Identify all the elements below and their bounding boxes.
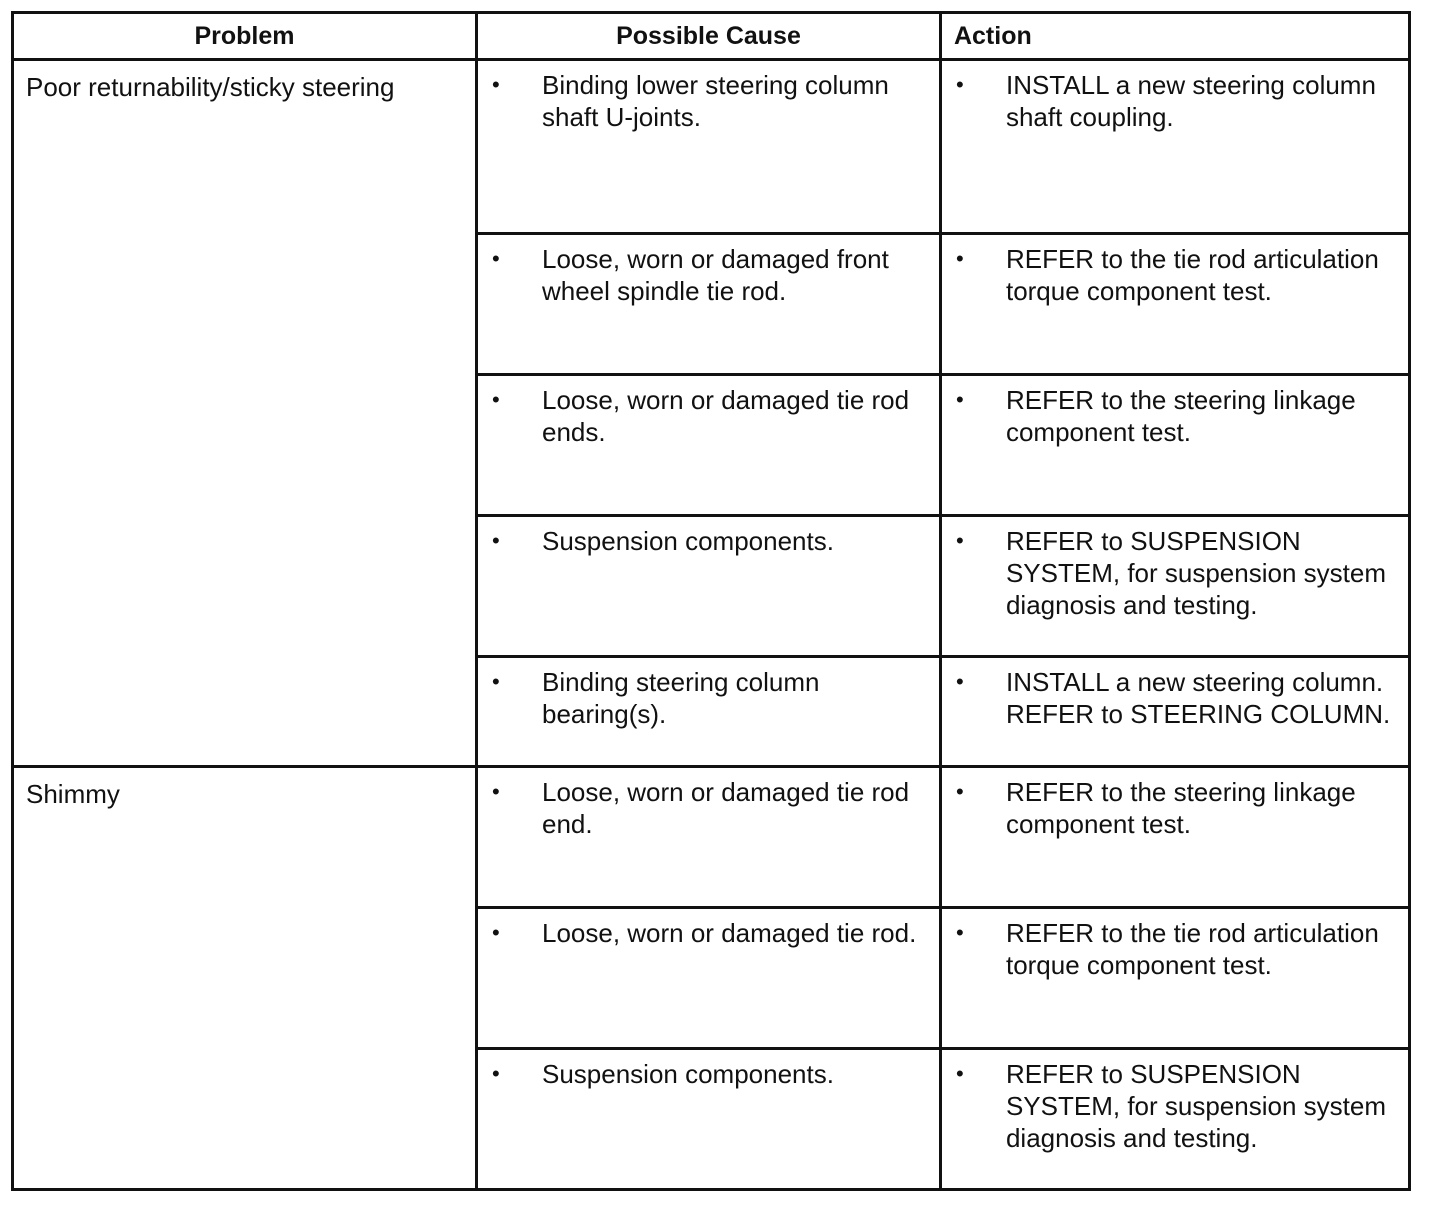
bullet-icon: • (491, 387, 500, 412)
action-cell (940, 234, 1409, 375)
action-text: INSTALL a new steering column shaft coupling. (1005, 70, 1376, 132)
cause-text: Suspension components. (541, 1059, 834, 1089)
diagnosis-table (11, 11, 1411, 1191)
cause-cell (476, 60, 940, 234)
bullet-icon: • (491, 1061, 500, 1086)
action-cell (940, 375, 1409, 516)
cause-text: Loose, worn or damaged tie rod end. (541, 777, 910, 839)
problem-text: Shimmy (26, 779, 120, 809)
action-cell (940, 657, 1409, 767)
bullet-icon: • (955, 920, 964, 945)
action-text: REFER to the tie rod articulation torque component test. (1005, 244, 1379, 306)
header-problem: Problem (13, 13, 477, 60)
problem-cell (13, 60, 477, 767)
problem-text: Poor returnability/sticky steering (26, 72, 395, 102)
cause-text: Binding steering column bearing(s). (541, 667, 820, 729)
header-possible-cause: Possible Cause (476, 13, 940, 60)
action-cell (940, 908, 1409, 1049)
cause-cell (476, 767, 940, 908)
cause-text: Loose, worn or damaged tie rod ends. (541, 385, 910, 447)
bullet-icon: • (491, 528, 500, 553)
cause-cell (476, 375, 940, 516)
cause-cell (476, 516, 940, 657)
cause-cell (476, 657, 940, 767)
bullet-icon: • (955, 246, 964, 271)
action-text: REFER to the steering linkage component test. (1005, 385, 1356, 447)
action-text: INSTALL a new steering column. REFER to STEERING COLUMN. (1005, 667, 1391, 729)
action-cell (940, 60, 1409, 234)
cause-cell (476, 1049, 940, 1190)
header-row (13, 13, 1410, 60)
cause-cell (476, 908, 940, 1049)
action-text: REFER to SUSPENSION SYSTEM, for suspension system diagnosis and testing. (1005, 526, 1386, 620)
bullet-icon: • (491, 779, 500, 804)
bullet-icon: • (491, 669, 500, 694)
header-action: Action (940, 13, 1409, 60)
bullet-icon: • (955, 1061, 964, 1086)
action-text: REFER to SUSPENSION SYSTEM, for suspension system diagnosis and testing. (1005, 1059, 1386, 1153)
action-cell (940, 1049, 1409, 1190)
cause-text: Binding lower steering column shaft U-joints. (541, 70, 889, 132)
table-row (13, 60, 1410, 234)
bullet-icon: • (955, 779, 964, 804)
bullet-icon: • (491, 920, 500, 945)
problem-cell (13, 767, 477, 1190)
bullet-icon: • (955, 669, 964, 694)
action-text: REFER to the steering linkage component test. (1005, 777, 1356, 839)
action-cell (940, 767, 1409, 908)
cause-text: Suspension components. (541, 526, 834, 556)
bullet-icon: • (955, 387, 964, 412)
bullet-icon: • (491, 72, 500, 97)
cause-text: Loose, worn or damaged tie rod. (541, 918, 917, 948)
bullet-icon: • (491, 246, 500, 271)
table-row (13, 767, 1410, 908)
bullet-icon: • (955, 72, 964, 97)
cause-cell (476, 234, 940, 375)
cause-text: Loose, worn or damaged front wheel spindle tie rod. (541, 244, 889, 306)
action-cell (940, 516, 1409, 657)
action-text: REFER to the tie rod articulation torque component test. (1005, 918, 1379, 980)
bullet-icon: • (955, 528, 964, 553)
